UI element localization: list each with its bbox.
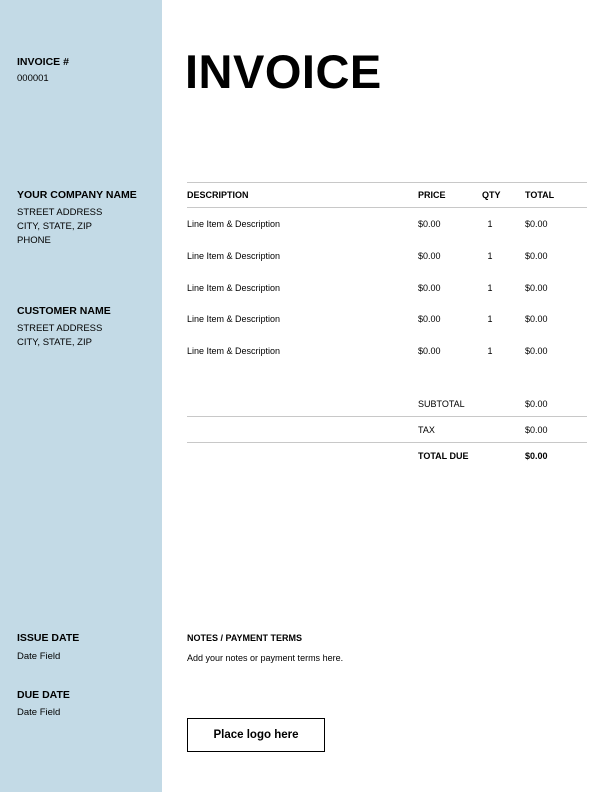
table-row xyxy=(0,281,612,295)
company-address-line: STREET ADDRESS xyxy=(17,207,103,218)
row-qty: 1 xyxy=(487,314,493,324)
summary-rule xyxy=(187,416,587,417)
subtotal-value: $0.00 xyxy=(525,399,548,409)
row-description: Line Item & Description xyxy=(187,251,281,261)
customer-address-line: CITY, STATE, ZIP xyxy=(17,337,92,348)
table-row xyxy=(0,312,612,326)
subtotal-label: SUBTOTAL xyxy=(418,399,465,409)
notes-text: Add your notes or payment terms here. xyxy=(187,653,344,663)
row-qty: 1 xyxy=(487,219,493,229)
sidebar xyxy=(0,0,162,792)
row-price: $0.00 xyxy=(418,283,441,293)
table-header-rule xyxy=(187,207,587,208)
row-price: $0.00 xyxy=(418,314,441,324)
invoice-number-label: INVOICE # xyxy=(17,56,69,68)
header-price: PRICE xyxy=(418,190,446,200)
total-due-label: TOTAL DUE xyxy=(418,451,469,461)
row-qty: 1 xyxy=(487,251,493,261)
notes-title: NOTES / PAYMENT TERMS xyxy=(187,633,303,643)
row-price: $0.00 xyxy=(418,346,441,356)
company-address-line: CITY, STATE, ZIP xyxy=(17,221,92,232)
company-address-line: PHONE xyxy=(17,235,51,246)
logo-placeholder-label: Place logo here xyxy=(213,729,299,741)
table-top-rule xyxy=(187,182,587,183)
summary-rule xyxy=(187,442,587,443)
row-price: $0.00 xyxy=(418,251,441,261)
row-description: Line Item & Description xyxy=(187,346,281,356)
table-row xyxy=(0,217,612,231)
total-due-value: $0.00 xyxy=(525,451,548,461)
logo-placeholder xyxy=(187,718,325,752)
row-description: Line Item & Description xyxy=(187,283,281,293)
row-description: Line Item & Description xyxy=(187,219,281,229)
row-total: $0.00 xyxy=(525,346,548,356)
tax-label: TAX xyxy=(418,425,435,435)
due-date-value: Date Field xyxy=(17,707,61,718)
row-qty: 1 xyxy=(487,283,493,293)
invoice-number: 000001 xyxy=(17,73,49,84)
due-date-label: DUE DATE xyxy=(17,689,70,701)
customer-address-line: STREET ADDRESS xyxy=(17,323,103,334)
row-total: $0.00 xyxy=(525,283,548,293)
table-row xyxy=(0,344,612,358)
company-name: YOUR COMPANY NAME xyxy=(17,189,137,201)
customer-name: CUSTOMER NAME xyxy=(17,305,111,317)
table-row xyxy=(0,249,612,263)
header-total: TOTAL xyxy=(525,190,555,200)
row-description: Line Item & Description xyxy=(187,314,281,324)
row-total: $0.00 xyxy=(525,251,548,261)
row-qty: 1 xyxy=(487,346,493,356)
row-total: $0.00 xyxy=(525,314,548,324)
header-qty: QTY xyxy=(482,190,501,200)
row-total: $0.00 xyxy=(525,219,548,229)
issue-date-value: Date Field xyxy=(17,651,61,662)
tax-value: $0.00 xyxy=(525,425,548,435)
header-description: DESCRIPTION xyxy=(187,190,249,200)
invoice-title: INVOICE xyxy=(185,45,382,98)
row-price: $0.00 xyxy=(418,219,441,229)
issue-date-label: ISSUE DATE xyxy=(17,632,80,644)
